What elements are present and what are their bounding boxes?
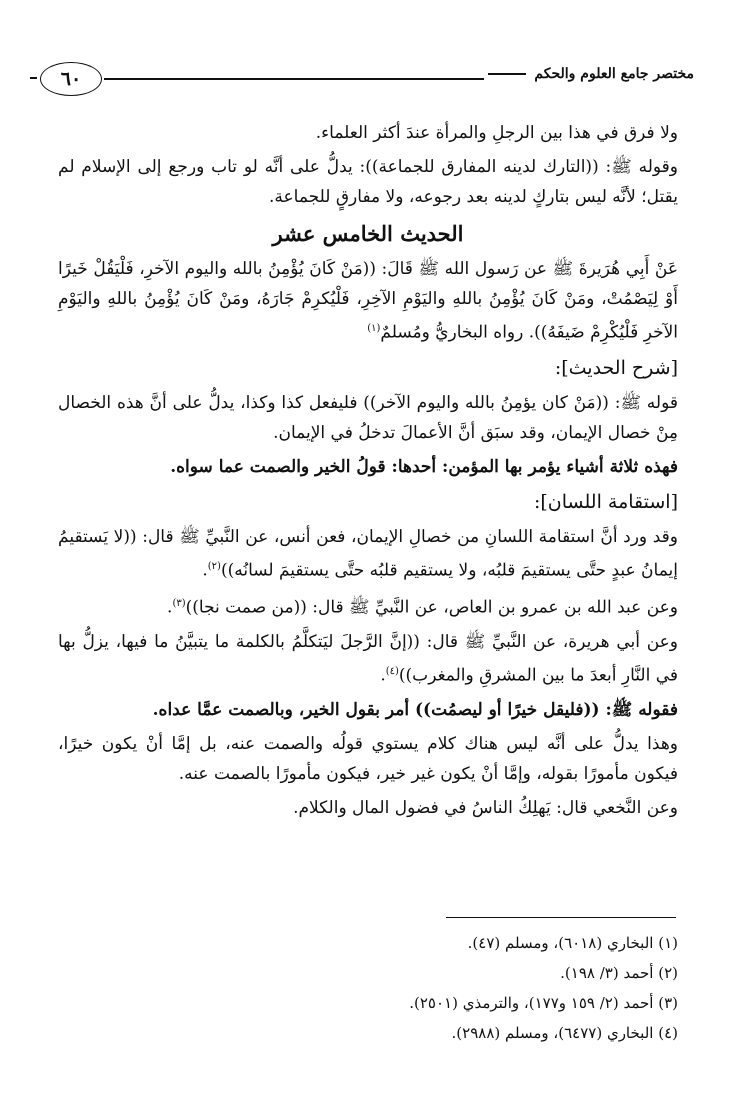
- paragraph-8: وعن أبي هريرة، عن النَّبيِّ ﷺ قال: ((إنَّ الرَّجلَ ليَتكلَّمُ بالكلمة ما يتبيَّنُ ما فيها، يزلُّ بها في النَّارِ أبعدَ ما بين المشرقِ والمغرب))$^{(٤)}$.: [58, 631, 678, 686]
- section-title-explanation: [شرح الحديث]:: [554, 356, 678, 379]
- header-rule: [104, 78, 484, 80]
- paragraph-11: وعن النَّخعي قال: يَهلِكُ الناسُ في فضول المال والكلام.: [293, 797, 678, 818]
- paragraph-7-text: وعن عبد الله بن عمرو بن العاص، عن النَّبيِّ ﷺ قال: ((من صمت نجا)): [185, 597, 678, 618]
- footnote-3: (٣) أحمد (٢/ ١٥٩ و١٧٧)، والترمذي (٢٥٠١).: [409, 994, 678, 1012]
- page-number: ٦٠: [60, 68, 82, 90]
- paragraph-1: ولا فرق في هذا بين الرجلِ والمرأة عندَ أكثر العلماء.: [315, 123, 678, 143]
- paragraph-6-text: وقد ورد أنَّ استقامة اللسانِ من خصالِ الإيمان، فعن أنس، عن النَّبيِّ ﷺ قال: ((لا يَستقيمُ إيمانُ عبدٍ حتَّى يستقيمَ قلبُه، ولا يستقيم قلبُه حتَّى يستقيمَ لسانُه)): [58, 526, 678, 581]
- paragraph-10: وهذا يدلُّ على أنَّه ليس هناك كلام يستوي قولُه والصمت عنه، بل إمَّا أنْ يكون خيرًا، فيكون مأمورًا بقوله، وإمَّا أنْ يكون غير خير، فيكون مأمورًا بالصمت عنه.: [58, 733, 678, 784]
- footnote-4: (٤) البخاري (٦٤٧٧)، ومسلم (٢٩٨٨).: [451, 1024, 678, 1042]
- paragraph-6: وقد ورد أنَّ استقامة اللسانِ من خصالِ الإيمان، فعن أنس، عن النَّبيِّ ﷺ قال: ((لا يَستقيمُ إيمانُ عبدٍ حتَّى يستقيمَ قلبُه، ولا يستقيم قلبُه حتَّى يستقيمَ لسانُه))$^{(٢)}$.: [58, 526, 678, 581]
- page-number-oval: [40, 62, 102, 96]
- footnote-2: (٢) أحمد (٣/ ١٩٨).: [560, 964, 678, 982]
- main-text: [58, 118, 678, 827]
- paragraph-hadith: [58, 254, 678, 348]
- paragraph-9: فقوله ﷺ: ((فليقل خيرًا أو ليصمُت)) أمر بقول الخير، وبالصمت عمَّا عداه.: [152, 699, 678, 720]
- footnote-ref-4: (٤): [385, 665, 399, 677]
- paragraph-2: وقوله ﷺ: ((التارك لدينه المفارق للجماعة)): يدلُّ على أنَّه لو تاب ورجع إلى الإسلام لم يقتل؛ لأنَّه ليس بتاركٍ لدينه بعد رجوعه، ولا مفارقٍ للجماعة.: [58, 157, 678, 207]
- footnote-1: (١) البخاري (٦٠١٨)، ومسلم (٤٧).: [467, 934, 678, 952]
- title-tail-rule: [488, 73, 526, 75]
- hadith-heading: الحديث الخامس عشر: [272, 221, 464, 246]
- footnote-separator: [446, 917, 676, 918]
- footnote-ref-1: (١): [367, 323, 381, 334]
- running-title: [488, 66, 694, 82]
- hadith-text: عَنْ أَبِي هُرَيرةَ ﷺ عن رَسول الله ﷺ قَالَ: ((مَنْ كَانَ يُؤْمِنُ بالله واليوم الآخرِ، فَلْيَقُلْ خَيرًا أَوْ لِيَصْمُتْ، ومَنْ كَانَ يُؤْمِنُ باللهِ واليَوْمِ الآخِرِ، فَلْيُكرِمْ جَارَهُ، ومَنْ كَانَ يُؤْمِنُ باللهِ واليَوْمِ الآخرِ فَلْيُكْرِمْ ضَيفَهُ)). رواه البخاريُّ ومُسلمٌ: [58, 259, 678, 343]
- footnote-ref-2: (٢): [207, 560, 221, 572]
- book-title: مختصر جامع العلوم والحكم: [534, 66, 694, 82]
- paragraph-5: فهذه ثلاثة أشياء يؤمر بها المؤمن: أحدها: قولُ الخير والصمت عما سواه.: [170, 456, 678, 477]
- paragraph-4: قوله ﷺ: ((مَنْ كان يؤمِنُ بالله واليوم الآخر)) فليفعل كذا وكذا، يدلُّ على أنَّ هذه الخصال مِنْ خصال الإيمان، وقد سبَق أنَّ الأعمالَ تدخلُ في الإيمان.: [58, 392, 678, 443]
- section-title-tongue: [استقامة اللسان]:: [533, 490, 678, 513]
- paragraph-8-text: وعن أبي هريرة، عن النَّبيِّ ﷺ قال: ((إنَّ الرَّجلَ ليَتكلَّمُ بالكلمة ما يتبيَّنُ ما فيها، يزلُّ بها في النَّارِ أبعدَ ما بين المشرقِ والمغرب)): [58, 631, 678, 686]
- page-header: [40, 62, 694, 98]
- footnotes: [58, 928, 678, 1048]
- header-dash: [30, 77, 37, 79]
- footnote-ref-3: (٣): [172, 598, 186, 610]
- paragraph-7: وعن عبد الله بن عمرو بن العاص، عن النَّبيِّ ﷺ قال: ((من صمت نجا))$^{(٣)}$.: [167, 597, 678, 618]
